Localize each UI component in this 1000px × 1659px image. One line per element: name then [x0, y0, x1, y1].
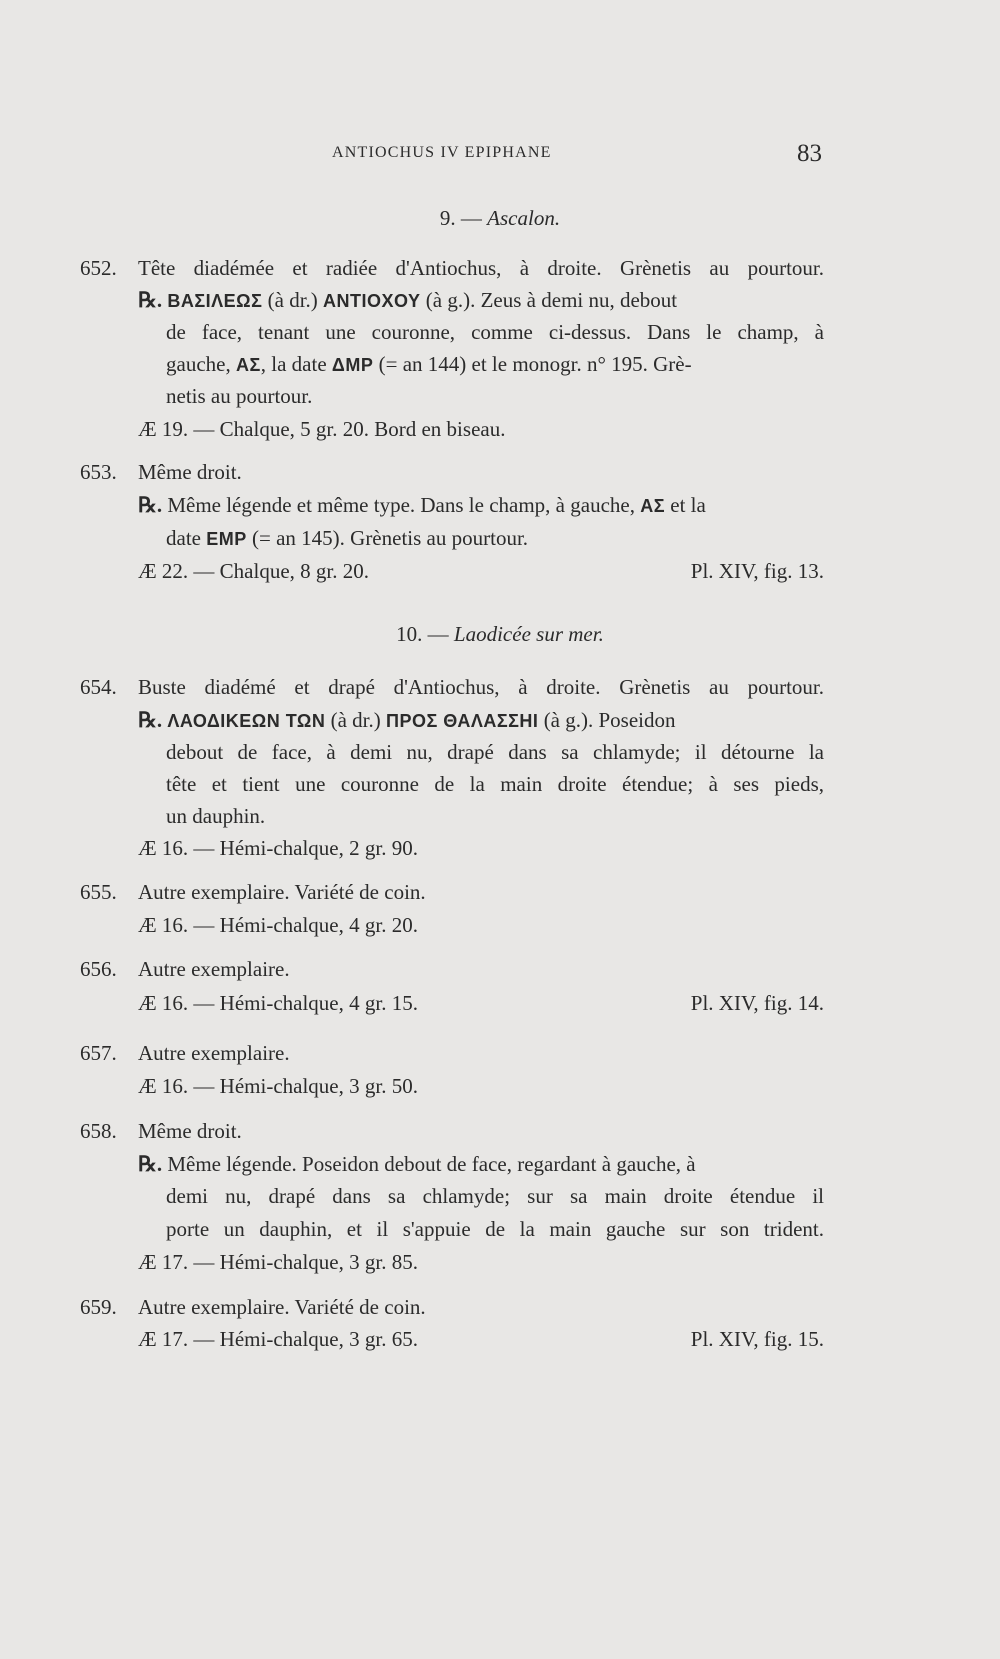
entry-number: 656.	[80, 957, 117, 981]
entry-654-line-1	[0, 675, 1000, 707]
entry-658-line-1	[0, 1119, 1000, 1151]
entry-654-metrology	[0, 836, 1000, 868]
running-head	[0, 140, 1000, 170]
entry-number: 653.	[80, 460, 117, 484]
greek-legend: ΑΣ	[640, 496, 666, 516]
entry-number: 654.	[80, 675, 117, 699]
entry-653-line-3	[0, 526, 1000, 558]
entry-659-line-1	[0, 1295, 1000, 1327]
page-number: 83	[797, 140, 822, 167]
entry-text: (à dr.)	[262, 288, 324, 312]
entry-653-line-2	[0, 493, 1000, 525]
entry-text: (à dr.)	[325, 708, 386, 732]
entry-number: 657.	[80, 1041, 117, 1065]
entry-659-metrology	[0, 1327, 1000, 1359]
greek-legend: ΑΣ	[235, 355, 261, 375]
entry-text: Même droit.	[138, 1119, 242, 1143]
entry-652-metrology	[0, 417, 1000, 449]
entry-653-metrology	[0, 559, 1000, 591]
reverse-symbol: ℞.	[138, 708, 163, 732]
entry-text-group	[166, 526, 528, 551]
entry-text: netis au pourtour.	[166, 384, 313, 408]
entry-652-line-3	[0, 320, 1000, 352]
entry-text: Tête diadémée et radiée d'Antiochus, à droite. Grènetis au pourtour.	[138, 256, 824, 280]
plate-reference: Pl. XIV, fig. 14.	[690, 991, 824, 1015]
plate-reference: Pl. XIV, fig. 15.	[690, 1327, 824, 1351]
entry-text: Même légende et même type. Dans le champ, à gauche,	[162, 493, 641, 517]
entry-text: tête et tient une couronne de la main droite étendue; à ses pieds,	[166, 772, 824, 796]
entry-658-line-3	[0, 1184, 1000, 1216]
entry-number: 652.	[80, 256, 117, 280]
reverse-description	[138, 1152, 696, 1177]
entry-text: Autre exemplaire.	[138, 1041, 290, 1065]
entry-text: (= an 145). Grènetis au pourtour.	[246, 526, 529, 550]
entry-number: 659.	[80, 1295, 117, 1319]
entry-654-line-3	[0, 740, 1000, 772]
section-place: Laodicée sur mer.	[453, 622, 604, 646]
reverse-description	[138, 493, 706, 518]
entry-text: gauche,	[166, 352, 236, 376]
entry-655-line-1	[0, 880, 1000, 912]
entry-654-line-5	[0, 804, 1000, 836]
entry-text: Autre exemplaire. Variété de coin.	[138, 1295, 426, 1319]
section-heading-laodicee	[0, 622, 1000, 647]
reverse-symbol: ℞.	[138, 288, 163, 312]
entry-652-line-1	[0, 256, 1000, 288]
entry-text: (à g.). Poseidon	[538, 708, 676, 732]
entry-658-line-2	[0, 1152, 1000, 1184]
entry-text: Même droit.	[138, 460, 242, 484]
entry-text: (= an 144) et le monogr. n° 195. Grè-	[373, 352, 692, 376]
entry-657-line-1	[0, 1041, 1000, 1073]
entry-text: (à g.). Zeus à demi nu, debout	[420, 288, 678, 312]
entry-656-metrology	[0, 991, 1000, 1023]
metrology: Æ 17. — Hémi-chalque, 3 gr. 85.	[138, 1250, 418, 1274]
reverse-symbol: ℞.	[138, 1152, 163, 1176]
entry-text: de face, tenant une couronne, comme ci-dessus. Dans le champ, à	[166, 320, 824, 344]
entry-text: debout de face, à demi nu, drapé dans sa chlamyde; il détourne la	[166, 740, 824, 764]
plate-reference: Pl. XIV, fig. 13.	[690, 559, 824, 583]
entry-text: un dauphin.	[166, 804, 266, 828]
greek-legend: ΒΑΣΙΛΕΩΣ	[167, 291, 263, 311]
entry-656-line-1	[0, 957, 1000, 989]
metrology: Æ 19. — Chalque, 5 gr. 20. Bord en biseau.	[138, 417, 506, 441]
metrology: Æ 16. — Hémi-chalque, 2 gr. 90.	[138, 836, 418, 860]
entry-text: Même légende. Poseidon debout de face, regardant à gauche, à	[162, 1152, 696, 1176]
entry-number: 655.	[80, 880, 117, 904]
reverse-symbol: ℞.	[138, 493, 163, 517]
greek-legend: ΛΑΟΔΙΚΕΩΝ ΤΩΝ	[167, 711, 326, 731]
metrology: Æ 16. — Hémi-chalque, 3 gr. 50.	[138, 1074, 418, 1098]
entry-text: , la date	[260, 352, 332, 376]
greek-legend: ΠΡΟΣ ΘΑΛΑΣΣΗΙ	[386, 711, 539, 731]
reverse-description	[138, 288, 677, 313]
entry-text: Buste diadémé et drapé d'Antiochus, à droite. Grènetis au pourtour.	[138, 675, 824, 699]
greek-date: ΕΜΡ	[206, 529, 247, 549]
entry-652-line-2	[0, 288, 1000, 320]
greek-legend: ΑΝΤΙΟΧΟΥ	[323, 291, 421, 311]
entry-text: Autre exemplaire.	[138, 957, 290, 981]
entry-text: date	[166, 526, 207, 550]
metrology: Æ 17. — Hémi-chalque, 3 gr. 65.	[138, 1327, 418, 1351]
entry-653-line-1	[0, 460, 1000, 492]
entry-655-metrology	[0, 913, 1000, 945]
entry-658-metrology	[0, 1250, 1000, 1282]
entry-text-group	[166, 352, 692, 377]
section-number: 9. —	[439, 206, 482, 230]
entry-657-metrology	[0, 1074, 1000, 1106]
entry-652-line-4	[0, 352, 1000, 384]
section-place: Ascalon.	[487, 206, 561, 230]
metrology: Æ 16. — Hémi-chalque, 4 gr. 15.	[138, 991, 418, 1015]
entry-text: demi nu, drapé dans sa chlamyde; sur sa main droite étendue il	[166, 1184, 824, 1208]
entry-text: porte un dauphin, et il s'appuie de la main gauche sur son trident.	[166, 1217, 824, 1241]
metrology: Æ 22. — Chalque, 8 gr. 20.	[138, 559, 369, 583]
entry-652-line-5	[0, 384, 1000, 416]
section-number: 10. —	[396, 622, 449, 646]
section-heading-ascalon	[0, 206, 1000, 231]
greek-date: ΔΜΡ	[331, 355, 374, 375]
entry-654-line-2	[0, 708, 1000, 740]
reverse-description	[138, 708, 676, 733]
running-title: ANTIOCHUS IV EPIPHANE	[332, 144, 552, 161]
metrology: Æ 16. — Hémi-chalque, 4 gr. 20.	[138, 913, 418, 937]
entry-658-line-4	[0, 1217, 1000, 1249]
entry-654-line-4	[0, 772, 1000, 804]
entry-text: Autre exemplaire. Variété de coin.	[138, 880, 426, 904]
entry-text: et la	[665, 493, 706, 517]
entry-number: 658.	[80, 1119, 117, 1143]
